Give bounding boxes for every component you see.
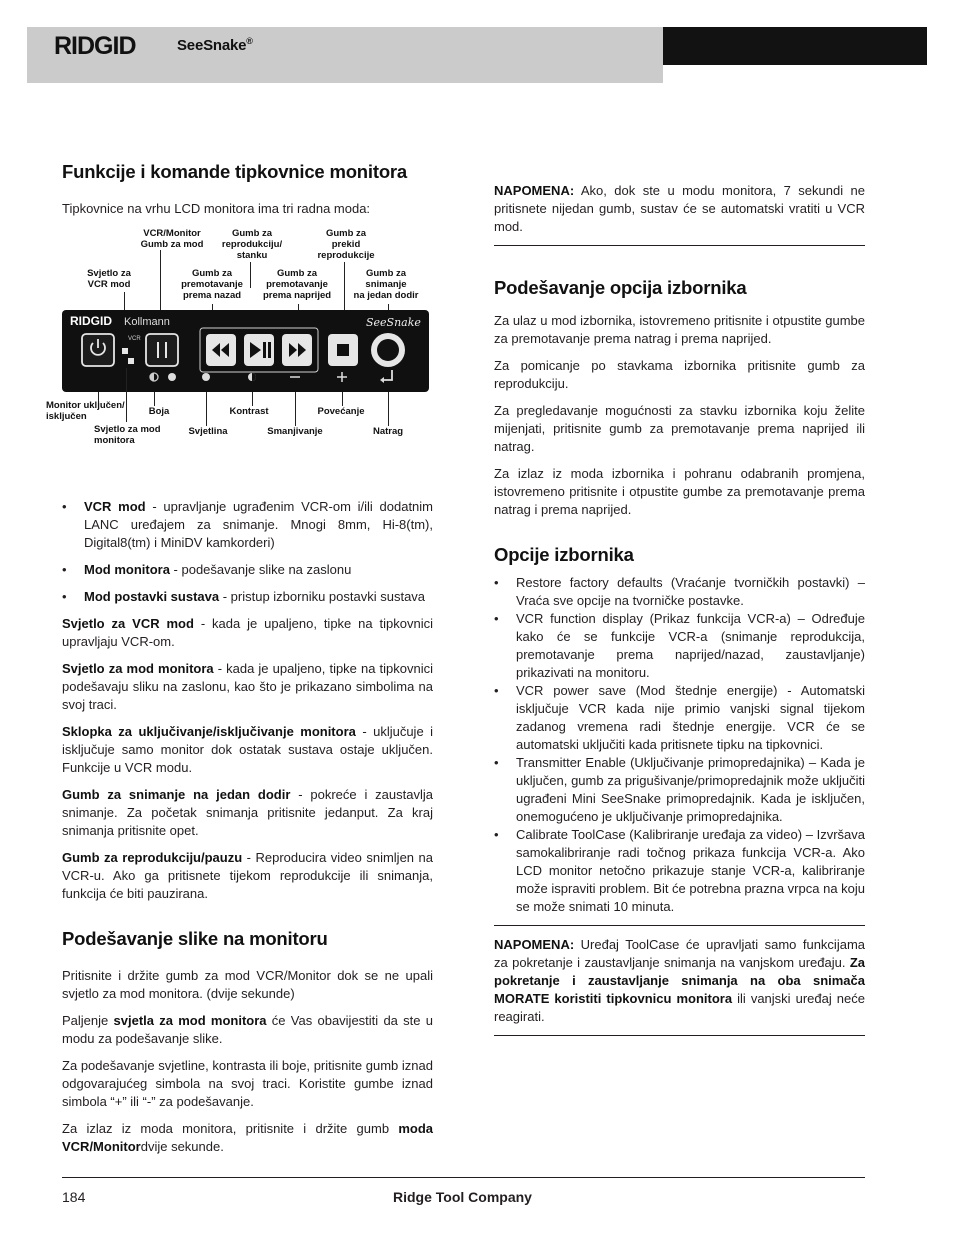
list-item: • Mod postavki sustava - pristup izborniku postavki sustava xyxy=(62,588,433,606)
paragraph: Za izlaz iz moda izbornika i pohranu odabranih promjena, istovremeno pritisnite i otpustite gumbe za premotavanje prema natrag i prema naprijed. xyxy=(494,466,865,517)
paragraph: Paljenje svjetla za mod monitora će Vas obavijestiti da ste u modu za podešavanje slike. xyxy=(62,1013,433,1046)
label-vcr-mode-light xyxy=(76,268,142,290)
label-text: Gumb za premotavanje prema nazad xyxy=(181,268,243,301)
monitor-keypad xyxy=(62,310,429,392)
svg-text:RIDGID: RIDGID xyxy=(54,32,136,58)
note-toolcase: NAPOMENA: Uređaj ToolCase će upravljati samo funkcijama za pokretanje i zaustavljanje snimanja na vanjskom uređaju. Za pokretanje i zaustavljanje snimanja na oba snimača MORATE koristiti tipkovnicu monitora ili vanjski uređaj neće reagirati. xyxy=(494,937,865,1024)
label-rewind-button xyxy=(172,268,252,301)
label-text: Povećanje xyxy=(317,406,365,417)
leader-line xyxy=(250,262,251,288)
header-black-block xyxy=(663,27,927,65)
paragraph: Za izlaz iz moda monitora, pritisnite i držite gumb moda VCR/Monitordvije sekunde. xyxy=(62,1121,433,1154)
keypad-vcr: VCR xyxy=(128,336,141,342)
power-button[interactable] xyxy=(82,334,114,366)
label-vcr-monitor-button xyxy=(134,228,210,250)
note-monitor-timeout: NAPOMENA: Ako, dok ste u modu monitora, 7 sekundi ne pritisnete nijedan gumb, sustav će se automatski vratiti u VCR mod. xyxy=(494,183,865,234)
label-contrast xyxy=(214,406,284,417)
options-list xyxy=(494,574,865,916)
paragraph: Za podešavanje svjetline, kontrasta ili boje, pritisnite gumb iznad odgovarajućeg simbola na svoj traci. Koristite gumbe iznad simbola “+” ili “-” za podešavanje. xyxy=(62,1058,433,1109)
paragraph: Za pomicanje po stavkama izbornika pritisnite gumb za reprodukciju. xyxy=(494,358,865,391)
list-item: • VCR power save (Mod štednje energije) - Automatski isključuje VCR kada nije primio vanjski signal tijekom zadanog vremena radi štednje energije. VCR će se automatski uključiti kada pritisnete tipku na tipkovnici. xyxy=(494,682,865,754)
label-back xyxy=(364,426,412,437)
label-text: Gumb za premotavanje prema naprijed xyxy=(262,268,332,301)
header-underbar xyxy=(27,65,663,83)
forward-button[interactable] xyxy=(282,334,312,366)
back-arrow-head-icon xyxy=(380,377,384,383)
mode-list xyxy=(62,498,433,606)
leader-line xyxy=(206,392,207,426)
label-text: Kontrast xyxy=(229,406,269,417)
list-item: • Calibrate ToolCase (Kalibriranje uređaja za video) – Izvršava samokalibriranje radi točnog prikaza funkcija VCR-a. Ako LCD monitor netočno prikazuje stanje VCR-a, kalibriranje može ispraviti problem. Bit će potrebna prazna vrpca na koju se može snimati 10 minuta. xyxy=(494,826,865,916)
label-text: Gumb za snimanje na jedan dodir xyxy=(353,268,419,301)
label-color xyxy=(144,406,174,417)
label-monitor-mode-light xyxy=(94,424,180,446)
keypad-script: SeeSnake xyxy=(366,316,421,329)
footer-rule xyxy=(62,1177,865,1178)
list-item: • Mod monitora - podešavanje slike na zaslonu xyxy=(62,561,433,579)
paragraph: Za ulaz u mod izbornika, istovremeno pritisnite i otpustite gumbe za premotavanje prema natrag i prema naprijed. xyxy=(494,313,865,346)
heading-keypad-functions: Funkcije i komande tipkovnice monitora xyxy=(62,161,408,182)
leader-line xyxy=(252,392,253,406)
rewind-button[interactable] xyxy=(206,334,236,366)
plus-icon xyxy=(337,372,347,382)
heading-menu-options: Opcije izbornika xyxy=(494,544,634,565)
brightness-icon xyxy=(168,373,176,381)
label-power-switch xyxy=(46,400,146,422)
def-power-switch: Sklopka za uključivanje/isključivanje monitora - uključuje i isključuje samo monitor dok ostatak sustava ostaje uključen. Funkcije u VCR modu. xyxy=(62,724,433,775)
label-text: Svjetlina xyxy=(188,426,228,437)
label-text: Svjetlo za VCR mod xyxy=(87,268,131,290)
label-zoom-out xyxy=(256,426,334,437)
monitor-mode-light-indicator xyxy=(128,358,134,364)
paragraph: Za pregledavanje mogućnosti za stavku izbornika koju želite mijenjati, pritisnite gumb za premotavanje prema naprijed ili natrag. xyxy=(494,403,865,454)
divider xyxy=(494,245,865,246)
label-text: Monitor uključen/ isključen xyxy=(46,400,125,422)
company-name: Ridge Tool Company xyxy=(393,1189,532,1205)
keypad-diagram xyxy=(46,228,433,478)
list-item: • VCR mod - upravljanje ugrađenim VCR-om i/ili dodatnim LANC uređajem za snimanje. Mnogi 8mm, Hi-8(tm), Digital8(tm) i MiniDV kamkorderi) xyxy=(62,498,433,552)
label-stop-button xyxy=(306,228,386,261)
leader-line xyxy=(295,392,296,426)
list-item: • VCR function display (Prikaz funkcija VCR-a) – Određuje kako će se funkcije VCR-a (snimanje reprodukcija, premotavanje prema naprijed/nazad, zaustavljanje) prikazivati na monitoru. xyxy=(494,610,865,682)
play-pause-button[interactable] xyxy=(244,334,274,366)
def-monitor-light: Svjetlo za mod monitora - kada je upaljeno, tipke na tipkovnici podešavaju sliku na zaslonu, kao što je prikazano simbolima na svoj traci. xyxy=(62,661,434,712)
stop-button[interactable] xyxy=(328,334,358,366)
intro-text: Tipkovnice na vrhu LCD monitora ima tri radna moda: xyxy=(62,201,371,216)
contrast-icon xyxy=(248,373,256,381)
brightness-icon xyxy=(202,373,210,381)
right-column xyxy=(494,170,865,1036)
left-column xyxy=(46,160,434,1156)
keypad-model: Kollmann xyxy=(124,316,170,328)
page-number: 184 xyxy=(62,1189,86,1205)
color-icon xyxy=(150,373,158,381)
label-forward-button xyxy=(254,268,340,301)
leader-line xyxy=(342,392,343,406)
divider xyxy=(494,925,865,926)
label-text: Gumb za prekid reprodukcije xyxy=(317,228,375,261)
label-text: Smanjivanje xyxy=(267,426,323,437)
label-text: Natrag xyxy=(372,426,404,437)
label-play-pause-button xyxy=(212,228,292,261)
product-name: SeeSnake® xyxy=(177,36,253,54)
label-text: Gumb za reprodukciju/ stanku xyxy=(221,228,283,261)
paragraph: Pritisnite i držite gumb za mod VCR/Monitor dok se ne upali svjetlo za mod monitora. (dvije sekunde) xyxy=(62,968,433,1001)
def-record-button: Gumb za snimanje na jedan dodir - pokreće i zaustavlja snimanje. Za početak snimanja pritisnite jedanput. Za kraj snimanja pritisnite opet. xyxy=(62,787,433,838)
divider xyxy=(494,1035,865,1036)
label-text: VCR/Monitor Gumb za mod xyxy=(140,228,204,250)
label-brightness xyxy=(178,426,238,437)
ridgid-logo xyxy=(52,32,148,63)
list-item: • Restore factory defaults (Vraćanje tvorničkih postavki) – Vraća sve opcije na tvorničke postavke. xyxy=(494,574,865,610)
heading-monitor-image: Podešavanje slike na monitoru xyxy=(62,928,328,949)
label-zoom-in xyxy=(308,406,374,417)
record-button[interactable] xyxy=(371,333,405,367)
vcr-mode-light xyxy=(122,348,128,354)
list-item: • Transmitter Enable (Uključivanje primopredajnika) – Kada je uključen, gumb za prigušivanje/primopredajnik može uključiti ugrađeni Mini SeeSnake primopredajnik. Kada je isključen, onemogućeno je uključivanje primopredajnika. xyxy=(494,754,865,826)
heading-menu-settings: Podešavanje opcija izbornika xyxy=(494,277,747,298)
label-text: Boja xyxy=(148,406,170,417)
label-record-button xyxy=(345,268,427,301)
leader-line xyxy=(388,392,389,426)
def-vcr-light: Svjetlo za VCR mod - kada je upaljeno, tipke na tipkovnici upravljaju VCR-om. xyxy=(62,616,434,649)
label-text: Svjetlo za mod monitora xyxy=(94,424,161,446)
keypad-brand: RIDGID xyxy=(70,314,112,328)
def-play-pause: Gumb za reprodukciju/pauzu - Reproducira video snimljen na VCR-u. Ako ga pritisnete tijekom reprodukcije ili snimanja, funkcija će biti pauzirana. xyxy=(62,850,433,901)
leader-line xyxy=(154,392,155,406)
vcr-monitor-button[interactable] xyxy=(146,334,178,366)
